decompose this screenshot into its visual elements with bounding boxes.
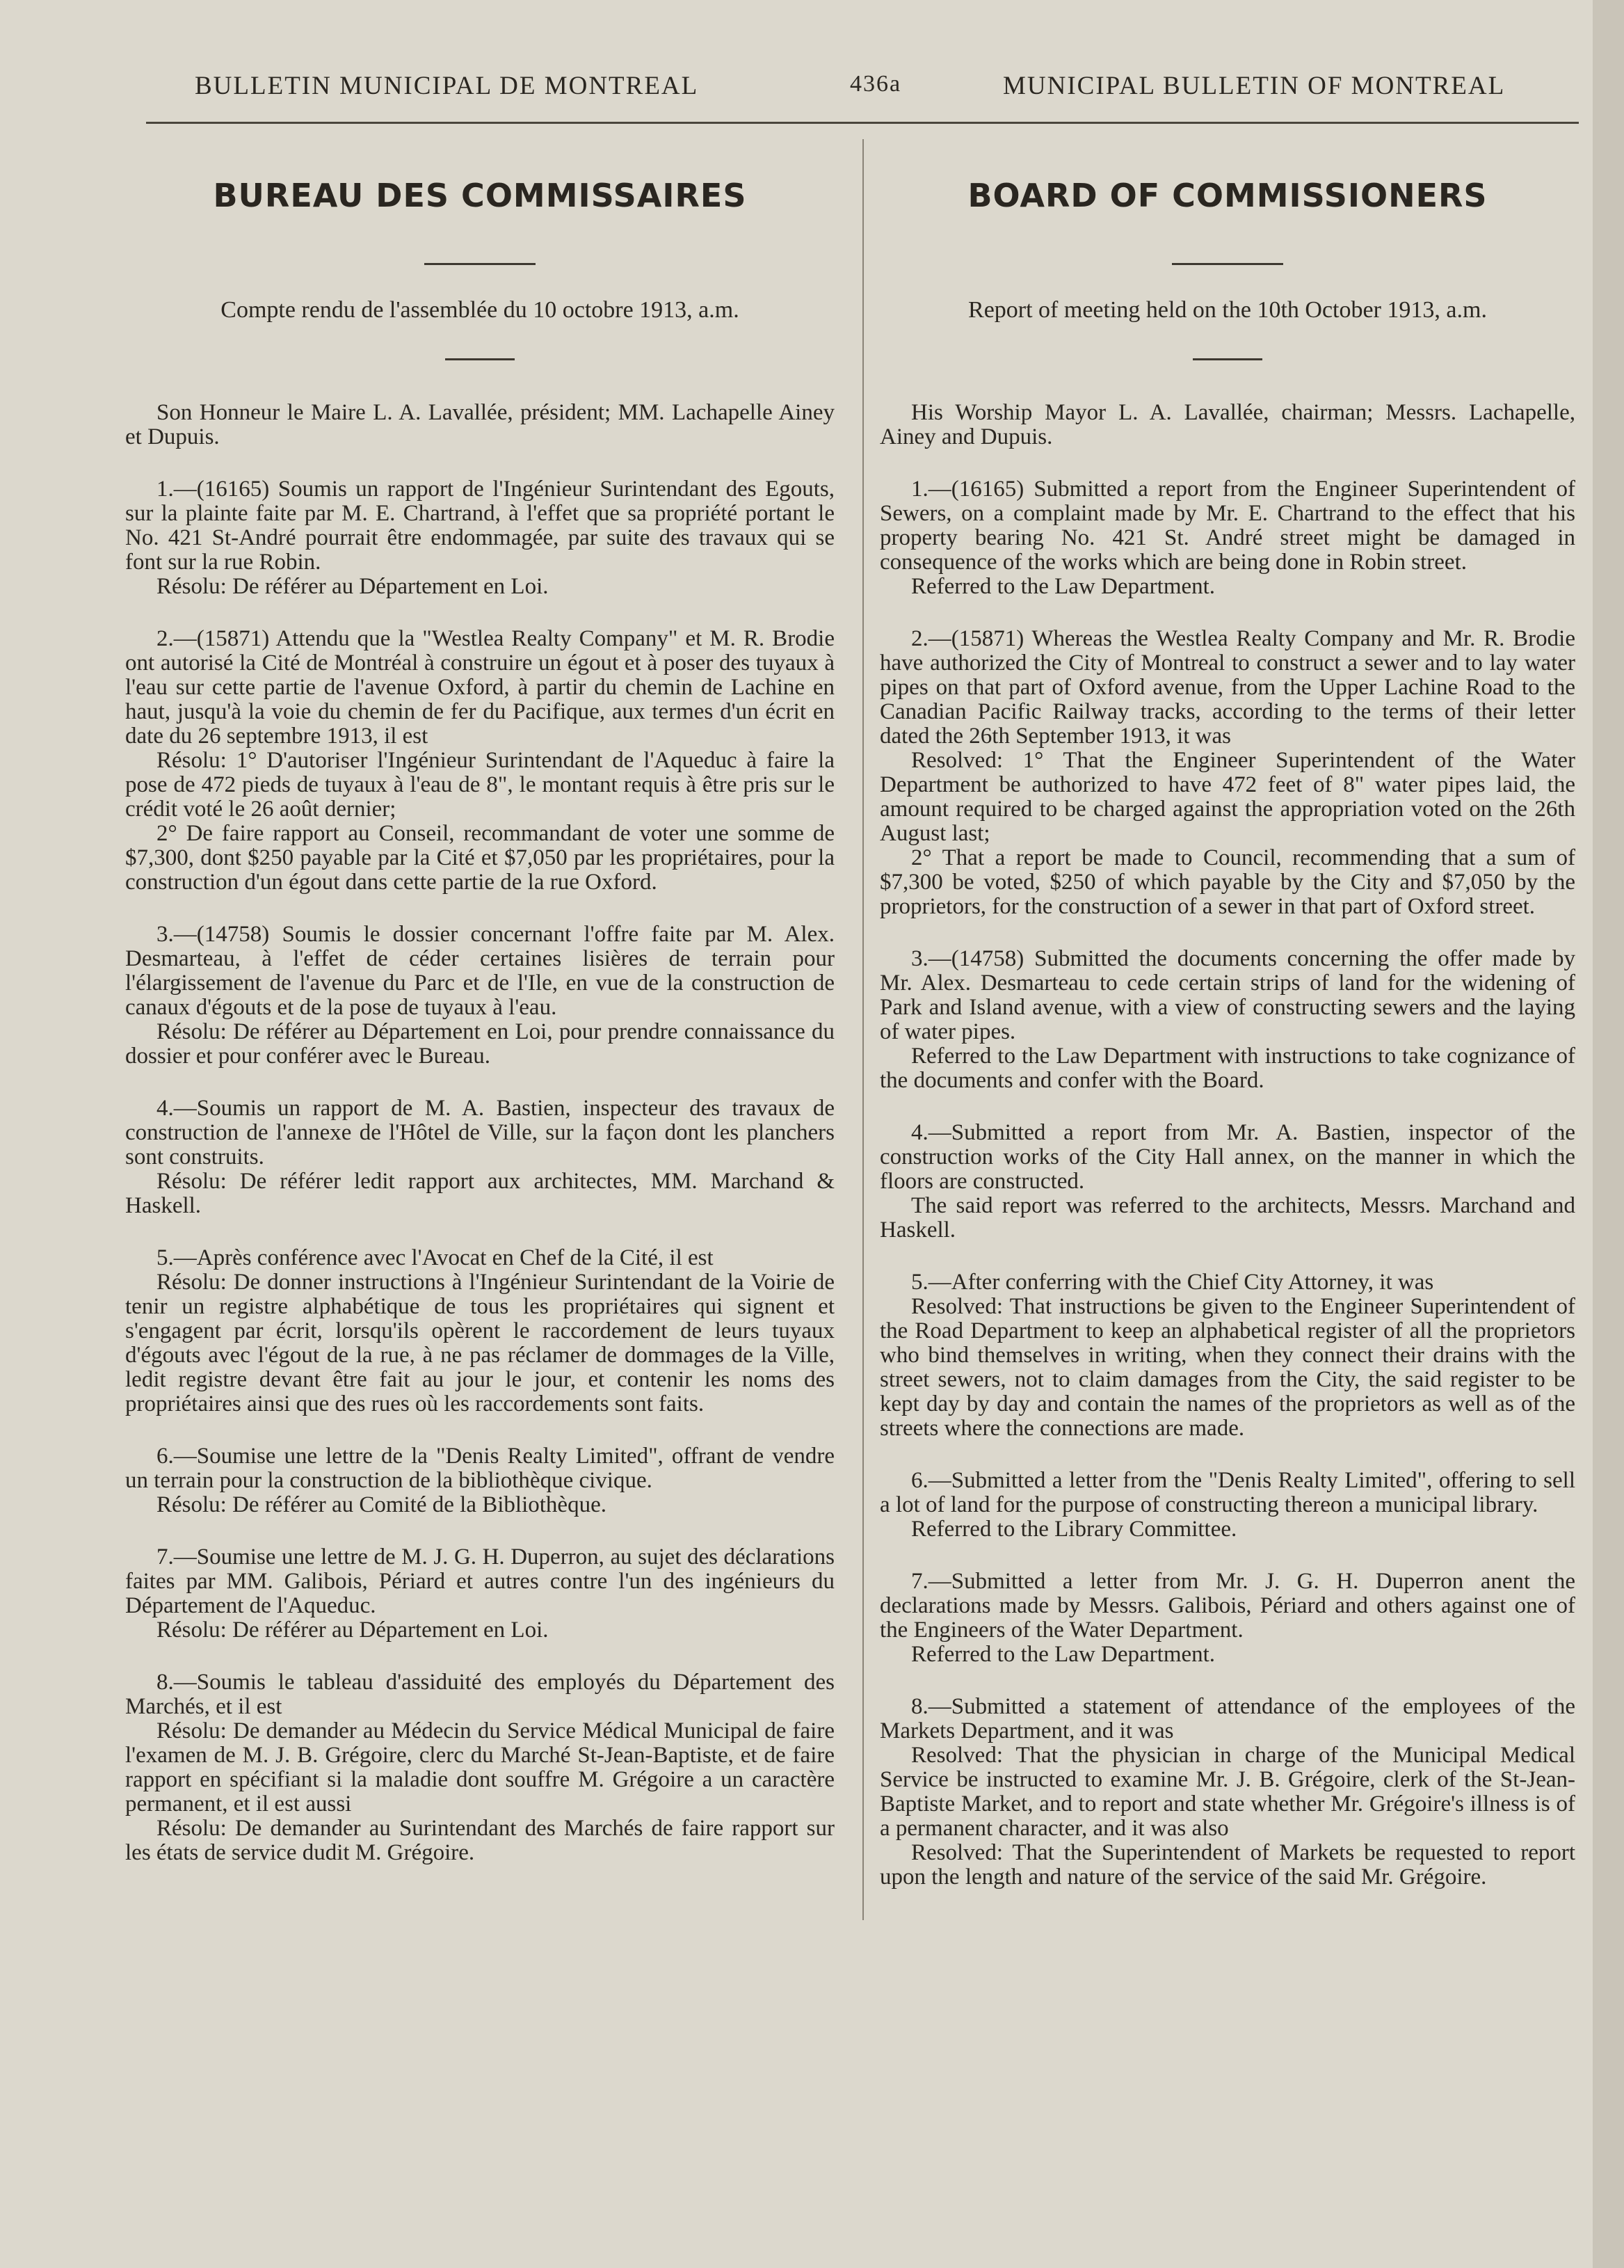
page-number: 436a [850, 71, 902, 97]
paragraph: Résolu: De référer au Comité de la Bibliothèque. [156, 1492, 606, 1517]
paragraph: Referred to the Library Committee. [911, 1517, 1237, 1542]
paragraph: 7.—Submitted a letter from Mr. J. G. H. Duperron anent the declarations made by Messrs. Galibois, Périard and others against one of the Engineers of the Water Department. [880, 1569, 1575, 1643]
paragraph: Resolved: 1° That the Engineer Superintendent of the Water Department be authorized to have 472 feet of 8" water pipes laid, the amount required to be charged against the appropriation voted on the 26th August last; [880, 748, 1575, 846]
paragraph: Résolu: De donner instructions à l'Ingénieur Surintendant de la Voirie de tenir un registre alphabétique de tous les propriétaires qui signent et s'engagent par écrit, lorsqu'ils opèrent le raccordement de leurs tuyaux d'égouts avec l'égout de la rue, à ne pas réclamer de dommages de la Ville, ledit registre devant être fait au jour le jour, et contenir les noms des propriétaires ainsi que des rues où les raccordements sont faits. [125, 1270, 835, 1416]
paragraph: Referred to the Law Department. [911, 574, 1216, 599]
paragraph: Résolu: De demander au Médecin du Service Médical Municipal de faire l'examen de M. J. B. Grégoire, clerc du Marché St-Jean-Baptiste, et de faire rapport en spécifiant si la maladie dont souffre M. Grégoire a un caractère permanent, et il est aussi [125, 1718, 835, 1816]
paragraph: Résolu: De référer au Département en Loi. [156, 574, 549, 599]
paragraph: 3.—(14758) Soumis le dossier concernant l'offre faite par M. Alex. Desmarteau, à l'effet de céder certaines lisières de terrain pour l'élargissement de l'avenue du Parc et de l'Ile, en vue de la construction de canaux d'égouts et de la pose de tuyaux à l'eau. [125, 922, 835, 1020]
subtitle-rule [445, 358, 515, 360]
title-rule [1172, 263, 1283, 265]
paragraph: 2.—(15871) Whereas the Westlea Realty Company and Mr. R. Brodie have authorized the City of Montreal to construct a sewer and to lay water pipes on that part of Oxford avenue, from the Upper Lachine Road to the Canadian Pacific Railway tracks, according to the terms of their letter dated the 26th September 1913, it was [880, 626, 1575, 749]
paragraph: 5.—After conferring with the Chief City Attorney, it was [911, 1270, 1434, 1295]
paragraph: 6.—Submitted a letter from the "Denis Realty Limited", offering to sell a lot of land for the purpose of constructing thereon a municipal library. [880, 1468, 1575, 1517]
column-divider [862, 139, 864, 1920]
page-edge-shadow [1593, 0, 1624, 2268]
paragraph: Résolu: De demander au Surintendant des Marchés de faire rapport sur les états de service dudit M. Grégoire. [125, 1816, 835, 1865]
paragraph: 2° That a report be made to Council, recommending that a sum of $7,300 be voted, $250 of which payable by the City and $7,050 by the proprietors, for the construction of a sewer in that part of Oxford street. [880, 845, 1575, 919]
french-subtitle: Compte rendu de l'assemblée du 10 octobre 1913, a.m. [220, 297, 739, 323]
running-head-english: MUNICIPAL BULLETIN OF MONTREAL [1003, 72, 1506, 100]
paragraph: 8.—Submitted a statement of attendance of the employees of the Markets Department, and it was [880, 1694, 1575, 1743]
paragraph: 7.—Soumise une lettre de M. J. G. H. Duperron, au sujet des déclarations faites par MM. Galibois, Périard et autres contre l'un des ingénieurs du Département de l'Aqueduc. [125, 1544, 835, 1618]
english-title: BOARD OF COMMISSIONERS [967, 177, 1488, 214]
french-body [125, 401, 835, 1865]
english-subtitle: Report of meeting held on the 10th October 1913, a.m. [968, 297, 1487, 323]
paragraph: 8.—Soumis le tableau d'assiduité des employés du Département des Marchés, et il est [125, 1670, 835, 1719]
paragraph: 1.—(16165) Soumis un rapport de l'Ingénieur Surintendant des Egouts, sur la plainte faite par M. E. Chartrand, à l'effet que sa propriété portant le No. 421 St-André pourrait être endommagée, par suite des travaux qui se font sur la rue Robin. [125, 477, 835, 575]
title-rule [424, 263, 536, 265]
french-title: BUREAU DES COMMISSAIRES [213, 177, 747, 214]
paragraph: Referred to the Law Department with instructions to take cognizance of the documents and confer with the Board. [880, 1044, 1575, 1093]
paragraph: 2.—(15871) Attendu que la "Westlea Realty Company" et M. R. Brodie ont autorisé la Cité de Montréal à construire un égout et à poser des tuyaux à l'eau sur cette partie de l'avenue Oxford, à partir du chemin de Lachine en haut, jusqu'à la voie du chemin de fer du Pacifique, aux termes d'un écrit en date du 26 septembre 1913, il est [125, 626, 835, 749]
paragraph: 5.—Après conférence avec l'Avocat en Chef de la Cité, il est [156, 1245, 714, 1270]
english-column [880, 167, 1575, 1890]
paragraph: The said report was referred to the architects, Messrs. Marchand and Haskell. [880, 1193, 1575, 1243]
paragraph: 2° De faire rapport au Conseil, recommandant de voter une somme de $7,300, dont $250 payable par la Cité et $7,050 par les propriétaires, pour la construction d'un égout dans cette partie de la rue Oxford. [125, 821, 835, 895]
paragraph: Résolu: De référer ledit rapport aux architectes, MM. Marchand & Haskell. [125, 1169, 835, 1218]
paragraph: 4.—Soumis un rapport de M. A. Bastien, inspecteur des travaux de construction de l'annexe de l'Hôtel de Ville, sur la façon dont les planchers sont construits. [125, 1096, 835, 1169]
paragraph: Résolu: De référer au Département en Loi, pour prendre connaissance du dossier et pour conférer avec le Bureau. [125, 1019, 835, 1069]
subtitle-rule [1193, 358, 1262, 360]
paragraph: Resolved: That the Superintendent of Markets be requested to report upon the length and nature of the service of the said Mr. Grégoire. [880, 1840, 1575, 1890]
paragraph: Résolu: 1° D'autoriser l'Ingénieur Surintendant de l'Aqueduc à faire la pose de 472 pieds de tuyaux à l'eau de 8", le montant requis à être pris sur le crédit voté le 26 août dernier; [125, 748, 835, 822]
paragraph: 1.—(16165) Submitted a report from the Engineer Superintendent of Sewers, on a complaint made by Mr. E. Chartrand to the effect that his property bearing No. 421 St. André street might be damaged in consequence of the works which are being done in Robin street. [880, 477, 1575, 575]
english-body [880, 401, 1575, 1890]
header-rule [146, 122, 1579, 124]
french-column [125, 167, 835, 1865]
paragraph: Referred to the Law Department. [911, 1642, 1216, 1667]
paragraph: His Worship Mayor L. A. Lavallée, chairman; Messrs. Lachapelle, Ainey and Dupuis. [880, 400, 1575, 449]
paragraph: Son Honneur le Maire L. A. Lavallée, président; MM. Lachapelle Ainey et Dupuis. [125, 400, 835, 449]
paragraph: Résolu: De référer au Département en Loi. [156, 1618, 549, 1643]
paragraph: Resolved: That instructions be given to the Engineer Superintendent of the Road Department to keep an alphabetical register of all the proprietors who bind themselves in writing, when they connect their drains with the street sewers, not to claim damages from the City, the said register to be kept day by day and contain the names of the proprietors as well as of the streets where the connections are made. [880, 1294, 1575, 1441]
paragraph: 3.—(14758) Submitted the documents concerning the offer made by Mr. Alex. Desmarteau to cede certain strips of land for the widening of Park and Island avenue, with a view of constructing sewers and the laying of water pipes. [880, 946, 1575, 1044]
paragraph: 6.—Soumise une lettre de la "Denis Realty Limited", offrant de vendre un terrain pour la construction de la bibliothèque civique. [125, 1444, 835, 1493]
paragraph: Resolved: That the physician in charge of the Municipal Medical Service be instructed to examine Mr. J. B. Grégoire, clerk of the St-Jean-Baptiste Market, and to report and state whether Mr. Grégoire's illness is of a permanent character, and it was also [880, 1743, 1575, 1841]
paragraph: 4.—Submitted a report from Mr. A. Bastien, inspector of the construction works of the City Hall annex, on the manner in which the floors are constructed. [880, 1120, 1575, 1194]
running-head-french: BULLETIN MUNICIPAL DE MONTREAL [195, 72, 699, 100]
